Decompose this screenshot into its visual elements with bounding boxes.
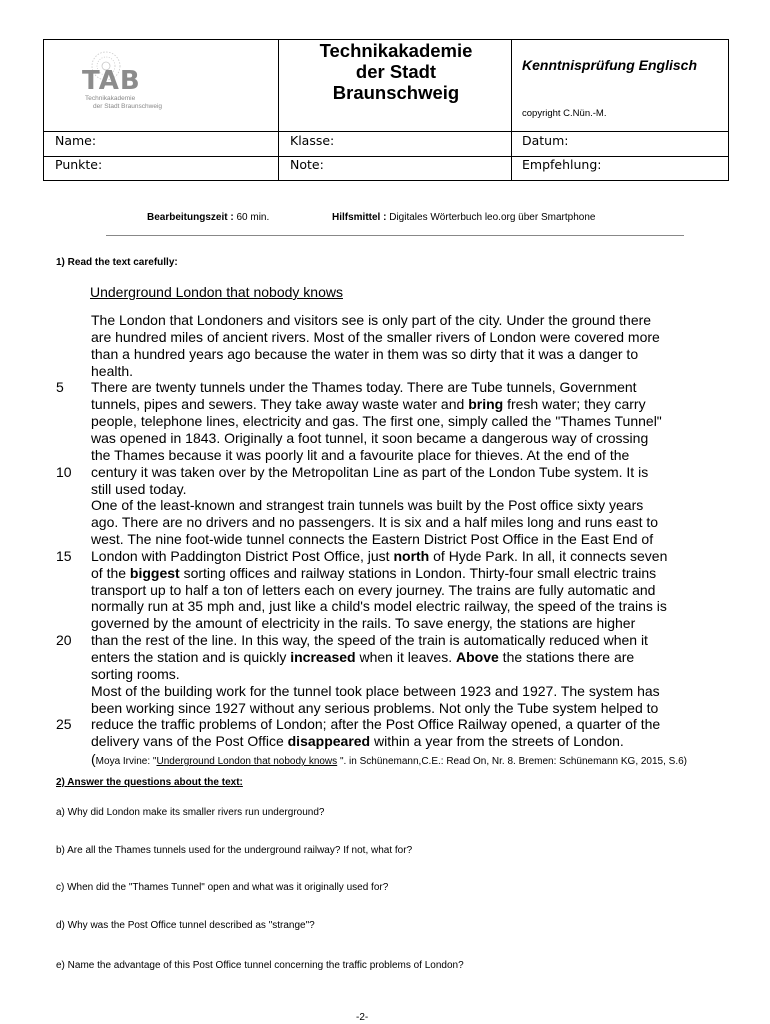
text-line: London with Paddington District Post Office, just north of Hyde Park. In all, it connects seven [91, 547, 668, 564]
school-name: Technikakademie der Stadt Braunschweig [319, 40, 473, 103]
text-line: been working since 1927 without any serious problems. Not only the Tube system helped to [91, 699, 659, 716]
text-line: One of the least-known and strangest train tunnels was built by the Post office sixty years [91, 497, 644, 514]
recommendation-field[interactable]: Empfehlung: [522, 157, 602, 172]
text-line: governed by the amount of electricity in the rails. To save energy, the stations are higher [91, 615, 636, 632]
class-field[interactable]: Klasse: [290, 133, 335, 148]
exam-title: Kenntnisprüfung Englisch [522, 57, 697, 73]
question-c: c) When did the "Thames Tunnel" open and what was it originally used for? [56, 882, 389, 893]
text-line: The London that Londoners and visitors see is only part of the city. Under the ground there [91, 312, 652, 328]
divider [106, 235, 684, 236]
text-line: still used today. [91, 480, 187, 497]
logo-text: TAB [82, 66, 141, 96]
line-number: 15 [56, 548, 72, 564]
text-line: transport up to half a ton of letters each on every journey. The trains are fully automatic and [91, 581, 656, 598]
question-b: b) Are all the Thames tunnels used for the underground railway? If not, what for? [56, 845, 413, 856]
text-line: century it was taken over by the Metropolitan Line as part of the London Tube system. It is [91, 463, 649, 480]
aids-info: Hilfsmittel : Digitales Wörterbuch leo.org über Smartphone [332, 212, 596, 223]
source-citation: (Moya Irvine: "Underground London that nobody knows ". in Schünemann,C.E.: Read On, Nr. 8. Bremen: Schünemann KG, 2015, S.6) [91, 751, 688, 767]
logo-subtitle: Technikakademie der Stadt Braunschweig [85, 95, 163, 110]
page-number: -2- [356, 1012, 369, 1023]
text-line: reduce the traffic problems of London; after the Post Office Railway opened, a quarter of the [91, 716, 661, 733]
text-line: delivery vans of the Post Office disappeared within a year from the streets of London. [91, 733, 624, 750]
text-line: sorting rooms. [91, 665, 180, 682]
text-line: of the biggest sorting offices and railway stations in London. Thirty-four small electric trains [91, 564, 657, 581]
text-line: the Thames because it was poorly lit and a favourite place for thieves. At the end of the [91, 446, 630, 463]
line-number: 5 [56, 379, 64, 395]
time-info: Bearbeitungszeit : 60 min. [147, 212, 270, 223]
line-number: 10 [56, 464, 72, 480]
text-line: west. The nine foot-wide tunnel connects the Eastern District Post Office in the East End of [91, 531, 654, 548]
text-line: than a hundred years ago because the water in them was so dirty that it was a danger to [91, 345, 639, 362]
line-number: 25 [56, 716, 72, 732]
text-line: ago. There are no drivers and no passengers. It is six and a half miles long and runs east to [91, 514, 659, 531]
text-title: Underground London that nobody knows [90, 284, 343, 300]
line-number: 20 [56, 632, 72, 648]
text-line: was opened in 1843. Originally a foot tunnel, it soon became a dangerous way of crossing [91, 429, 649, 446]
question-d: d) Why was the Post Office tunnel described as "strange"? [56, 920, 315, 931]
points-field[interactable]: Punkte: [55, 157, 103, 172]
text-line: people, telephone lines, electricity and gas. The first one, simply called the "Thames Tunnel" [91, 413, 662, 430]
text-line: There are twenty tunnels under the Thames today. There are Tube tunnels, Government [91, 379, 637, 396]
text-line: Most of the building work for the tunnel took place between 1923 and 1927. The system has [91, 682, 660, 699]
copyright: copyright C.Nün.-M. [522, 108, 607, 119]
name-field[interactable]: Name: [55, 133, 97, 148]
section-1-heading: 1) Read the text carefully: [56, 257, 178, 268]
date-field[interactable]: Datum: [522, 133, 569, 148]
text-line: health. [91, 362, 134, 379]
text-line: are hundred miles of ancient rivers. Most of the smaller rivers of London were covered more [91, 328, 660, 345]
text-line: enters the station and is quickly increased when it leaves. Above the stations there are [91, 649, 635, 665]
question-e: e) Name the advantage of this Post Office tunnel concerning the traffic problems of London? [56, 960, 464, 971]
section-2-heading: 2) Answer the questions about the text: [56, 777, 243, 788]
text-line: than the rest of the line. In this way, the speed of the train is automatically reduced when it [91, 632, 648, 649]
grade-field[interactable]: Note: [290, 157, 324, 172]
text-line: normally run at 35 mph and, just like a child's model electric railway, the speed of the trains is [91, 598, 667, 615]
question-a: a) Why did London make its smaller rivers run underground? [56, 807, 325, 818]
text-line: tunnels, pipes and sewers. They take away waste water and bring fresh water; they carry [91, 396, 646, 413]
